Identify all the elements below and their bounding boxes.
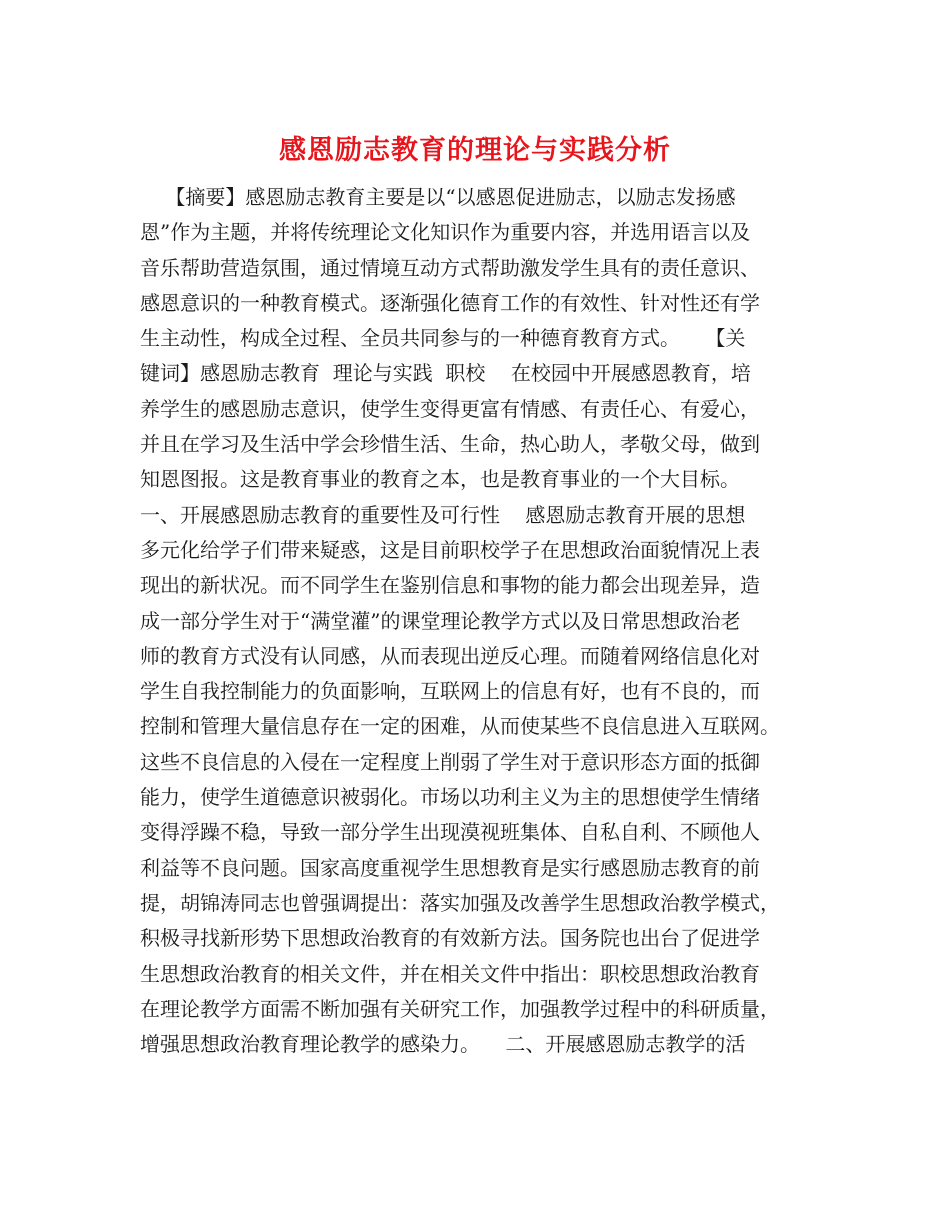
body-text-line: 键词】感恩励志教育 理论与实践 职校 在校园中开展感恩教育，培: [140, 361, 751, 386]
body-text-line: 生思想政治教育的相关文件，并在相关文件中指出：职校思想政治教育: [140, 961, 760, 986]
body-text-line: 师的教育方式没有认同感，从而表现出逆反心理。而随着网络信息化对: [140, 643, 760, 668]
body-text-line: 音乐帮助营造氛围，通过情境互动方式帮助激发学生具有的责任意识、: [140, 255, 760, 280]
body-text-line: 能力，使学生道德意识被弱化。市场以功利主义为主的思想使学生情绪: [140, 785, 760, 810]
body-text-line: 多元化给学子们带来疑惑，这是目前职校学子在思想政治面貌情况上表: [140, 537, 760, 562]
document-title: 感恩励志教育的理论与实践分析: [279, 135, 671, 166]
body-text-line: 成一部分学生对于“满堂灌”的课堂理论教学方式以及日常思想政治老: [140, 608, 741, 633]
document-body: [140, 180, 830, 1062]
body-text-line: 生主动性，构成全过程、全员共同参与的一种德育教育方式。 【关: [140, 326, 746, 351]
body-text-line: 学生自我控制能力的负面影响，互联网上的信息有好，也有不良的，而: [140, 679, 760, 704]
body-text-line: 积极寻找新形势下思想政治教育的有效新方法。国务院也出台了促进学: [140, 926, 760, 951]
body-text-line: 养学生的感恩励志意识，使学生变得更富有情感、有责任心、有爱心，: [140, 396, 760, 421]
body-text-line: 提，胡锦涛同志也曾强调提出：落实加强及改善学生思想政治教学模式，: [140, 890, 780, 915]
body-text-line: 在理论教学方面需不断加强有关研究工作，加强教学过程中的科研质量，: [140, 996, 780, 1021]
body-text-line: 现出的新状况。而不同学生在鉴别信息和事物的能力都会出现差异，造: [140, 573, 760, 598]
body-text-line: 【摘要】感恩励志教育主要是以“以感恩促进励志，以励志发扬感: [140, 185, 736, 209]
body-text-line: 并且在学习及生活中学会珍惜生活、生命，热心助人，孝敬父母，做到: [140, 432, 760, 457]
body-text-line: 感恩意识的一种教育模式。逐渐强化德育工作的有效性、针对性还有学: [140, 290, 760, 315]
body-text-line: 利益等不良问题。国家高度重视学生思想教育是实行感恩励志教育的前: [140, 855, 760, 880]
body-text-line: 知恩图报。这是教育事业的教育之本，也是教育事业的一个大目标。: [140, 467, 740, 492]
body-text-line: 一、开展感恩励志教育的重要性及可行性 感恩励志教育开展的思想: [140, 502, 746, 527]
body-text-line: 增强思想政治教育理论教学的感染力。 二、开展感恩励志教学的活: [140, 1032, 746, 1057]
body-text-line: 变得浮躁不稳，导致一部分学生出现漠视班集体、自私自利、不顾他人: [140, 820, 760, 845]
body-text-line: 恩”作为主题，并将传统理论文化知识作为重要内容，并选用语言以及: [140, 220, 751, 245]
body-text-line: 这些不良信息的入侵在一定程度上削弱了学生对于意识形态方面的抵御: [140, 749, 760, 774]
body-text-line: 控制和管理大量信息存在一定的困难，从而使某些不良信息进入互联网。: [140, 714, 780, 739]
